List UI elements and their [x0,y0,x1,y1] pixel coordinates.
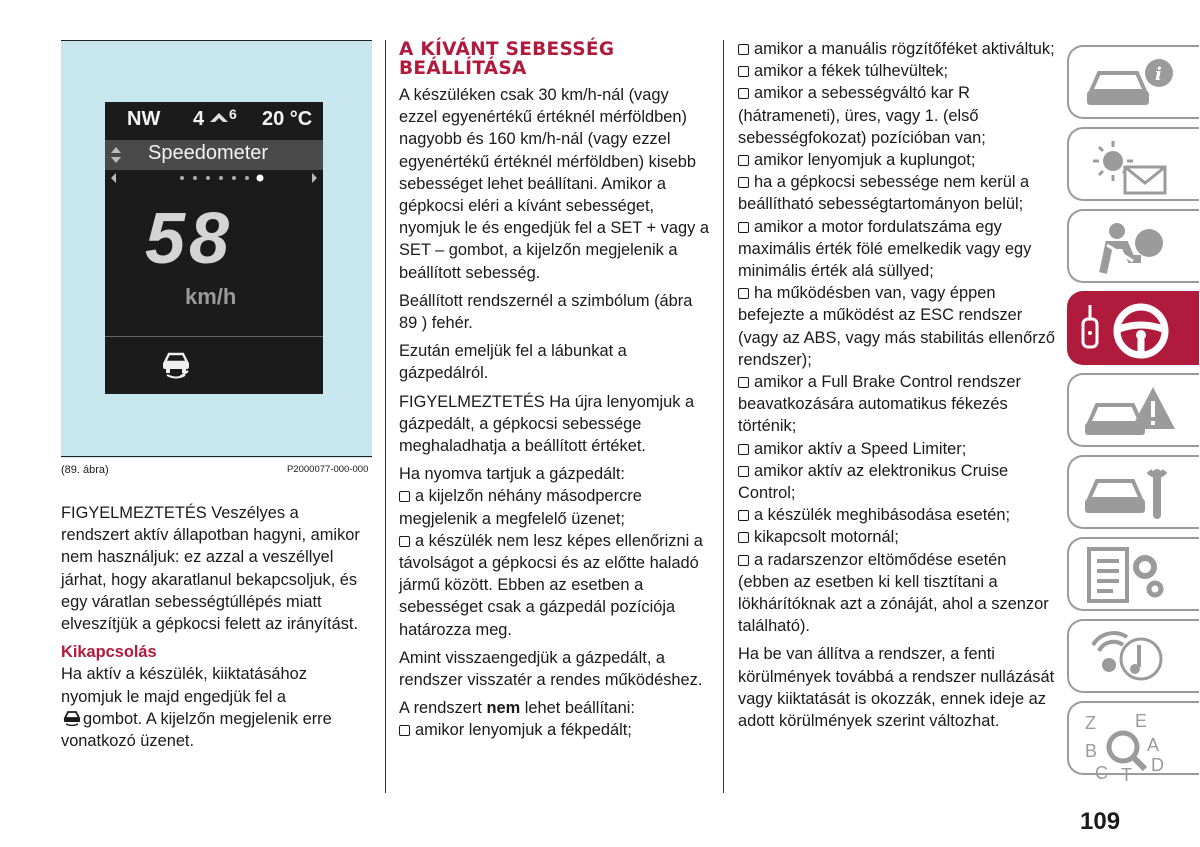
bullet-item: a készülék nem lesz képes ellenőrizni a távolságot a gépkocsi és az előtte haladó jármű között. Ebben az esetben a sebességet csak a gázpedál pozíciója határozza meg. [399,531,703,639]
gear-indicator: 4 [193,108,205,130]
bullet-item: amikor aktív a Speed Limiter; [738,438,1058,460]
svg-text:i: i [1155,64,1162,85]
bullet-item: kikapcsolt motornál; [738,526,1058,548]
acc-button-icon [61,710,83,726]
paragraph-4: FIGYELMEZTETÉS Ha újra lenyomjuk a gázpedált, a gépkocsi sebessége meghaladhatja a beállított értéket. [399,392,695,456]
closing-paragraph: Ha be van állítva a rendszer, a fenti körülmények továbbá a rendszer nullázását vagy kiiktatását is okozzák, ennek ideje az adott körülmények szerint változhat. [738,645,1055,731]
off-paragraph-2: gombot. A kijelzőn megjelenik erre vonatkozó üzenet. [61,709,332,751]
column-divider-1 [385,40,386,793]
tab-safety[interactable] [1067,209,1199,283]
alphabetical-index-icon [1079,707,1189,783]
bullet-item: a kijelzőn néhány másodpercre megjelenik a megfelelő üzenet; [399,487,642,528]
speed-unit: km/h [185,284,237,309]
off-heading: Kikapcsolás [61,643,157,662]
paragraph-1: A készüléken csak 30 km/h-nál (vagy ezzel egyenértékű értéknél mérföldben) nagyobb és 160 km/h-nál (vagy ezzel egyenértékű értéknél mérföldben) kisebb sebességet lehet beállítani. Amikor a gépkocsi eléri a kívánt sebességet, nyomjuk le és engedjük fel a SET + vagy a SET – gombot, a kijelzőn megjelenik a beállított sebesség. [399,86,709,282]
checkbox-bullet-icon [738,288,749,299]
instrument-display [105,102,323,394]
bullet-item: amikor a Full Brake Control rendszer beavatkozására automatikus fékezés történik; [738,373,1021,436]
index-letter: E [1135,711,1148,731]
tab-multimedia[interactable] [1067,619,1199,693]
tab-maintenance[interactable] [1067,455,1199,529]
breakdown-warning-icon [1079,379,1189,443]
bullet-item: ha a gépkocsi sebessége nem kerül a beállítható sebességtartományon belül; [738,173,1030,214]
temperature: 20 °C [262,108,313,130]
bullet-item: amikor a motor fordulatszáma egy maximális érték fölé emelkedik vagy egy minimális érték alá süllyed; [738,217,1032,281]
acc-car-icon [159,350,193,380]
checkbox-bullet-icon [399,725,410,736]
index-letter: A [1147,735,1160,755]
up-down-arrows-icon [109,146,123,164]
left-text-column [61,502,361,752]
index-letter: Z [1085,713,1096,733]
checkbox-bullet-icon [738,177,749,188]
index-letter: D [1151,755,1164,775]
checkbox-bullet-icon [738,555,749,566]
paragraph-3: Ezután emeljük fel a lábunkat a gázpedálról. [399,342,627,383]
paragraph-7: A rendszert nem lehet beállítani: [399,699,635,718]
checkbox-bullet-icon [738,44,749,55]
paragraph-5: Ha nyomva tartjuk a gázpedált: [399,465,625,484]
checkbox-bullet-icon [399,491,410,502]
checkbox-bullet-icon [738,155,749,166]
key-steering-wheel-icon [1079,297,1189,361]
gear-up-value: 6 [229,106,237,122]
bullet-item: amikor aktív az elektronikus Cruise Control; [738,461,1009,503]
bullet-item: a radarszenzor eltömődése esetén (ebben az esetben ki kell tisztítani a lökhárítóknak azt a zónáját, ahol a szenzor található). [738,550,1049,636]
bullet-item: a készülék meghibásodása esetén; [738,504,1058,526]
index-letter: C [1095,763,1108,783]
figure-divider [61,456,372,457]
gear-up-arrow-icon [209,112,229,126]
checkbox-bullet-icon [738,66,749,77]
checkbox-bullet-icon [738,88,749,99]
middle-text-column [399,40,711,742]
display-divider [105,336,323,337]
bullet-item: amikor a manuális rögzítőféket aktiváltuk; [738,38,1058,60]
bullet-item: amikor a fékek túlhevültek; [738,60,1058,82]
warning-paragraph: FIGYELMEZTETÉS Veszélyes a rendszert aktív állapotban hagyni, amikor nem használjuk: ez azzal a veszéllyel járhat, hogy akaratlanul bekapcsoljuk, és egy váratlan sebességtúllépés miatt elveszítjük a gépkocsi felett az irányítást. [61,504,360,634]
column-divider-2 [723,40,724,793]
page-number: 109 [1080,808,1121,835]
compass-heading: NW [127,108,161,130]
bullet-item: amikor a sebességváltó kar R (hátrameneti), üres, vagy 1. (első sebességfokozat) pozícióban van; [738,84,986,147]
checkbox-bullet-icon [738,377,749,388]
off-paragraph-2-line [61,708,361,752]
checkbox-bullet-icon [738,222,749,233]
multimedia-icon [1079,625,1189,689]
car-info-icon [1079,51,1189,115]
off-paragraph-1: Ha aktív a készülék, kiiktatásához nyomjuk le majd engedjük fel a [61,665,307,706]
index-letter: T [1121,765,1132,783]
right-text-column [738,38,1058,732]
bullet-item: ha működésben van, vagy éppen befejezte a működést az ESC rendszer (vagy az ABS, vagy más stabilitás ellenőrző rendszer); [738,284,1056,369]
tab-car-info[interactable] [1067,45,1199,119]
paragraph-6: Amint visszaengedjük a gázpedált, a rendszer visszatér a rendes működéshez. [399,648,703,690]
tab-index[interactable] [1067,701,1199,783]
index-letter: B [1085,741,1098,761]
checkbox-bullet-icon [738,466,749,477]
tab-lights-messages[interactable] [1067,127,1199,201]
checkbox-bullet-icon [738,510,749,521]
checkbox-bullet-icon [399,536,410,547]
bullet-item: amikor lenyomjuk a fékpedált; [399,719,711,741]
tab-emergency[interactable] [1067,373,1199,447]
checkbox-bullet-icon [738,444,749,455]
bullet-item: amikor lenyomjuk a kuplungot; [738,149,1058,171]
page-dots-indicator [109,170,319,186]
paragraph-2: Beállított rendszernél a szimbólum (ábra 89 ) fehér. [399,291,693,333]
tab-driving[interactable] [1067,291,1199,365]
document-gear-icon [1079,543,1189,607]
tab-technical-data[interactable] [1067,537,1199,611]
figure-caption: (89. ábra) [61,464,109,476]
section-heading: A KÍVÁNT SEBESSÉG BEÁLLÍTÁSA [399,39,615,79]
checkbox-bullet-icon [738,532,749,543]
figure-code: P2000077-000-000 [287,464,369,475]
car-wrench-icon [1079,461,1189,525]
menu-title: Speedometer [148,142,269,164]
airbag-safety-icon [1079,215,1189,279]
speed-value: 58 [145,199,234,279]
lights-messages-icon [1079,133,1189,197]
